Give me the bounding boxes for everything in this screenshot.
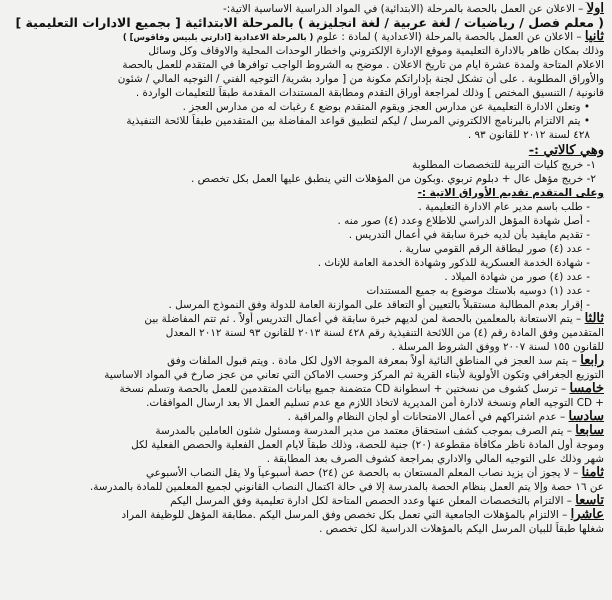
section-sixth	[8, 410, 604, 424]
section-seventh	[8, 424, 604, 438]
body-bullet: • وتعلن الادارة التعليمية عن مدارس العجز ويقوم المتقدم بوضع ٤ رغبات له من مدارس العجز .	[182, 101, 590, 113]
section-first	[8, 2, 604, 16]
doc-item: - عدد (٤) صور من شهادة الميلاد .	[444, 271, 590, 283]
body-line: الاعلام المتاحة ولمدة عشرة ايام من تاريخ الاعلان . موضح به الشروط الواجب توافرها في المتقدم للعمل بالحصة	[122, 59, 604, 71]
docs-heading: وعلى المتقدم تقديم الأوراق الاتية :-	[417, 187, 604, 199]
ordinal-ninth: تاسعاً	[575, 494, 604, 508]
doc-item: - أصل شهادة المؤهل الدراسي للاطلاع وعدد (٤) صور منه .	[337, 215, 590, 227]
section-tenth	[8, 508, 604, 522]
body-line: ٤٢٨ لسنة ٢٠١٢ للقانون ٩٣ .	[467, 129, 590, 141]
doc-item: - عدد (١) دوسيه بلاستك موضوع به جميع المستندات	[366, 285, 590, 297]
section-seventh-line: شهر وذلك على التوجيه المالي والاداري بمراجعة كشوف الصرف بعد المطابقة .	[266, 453, 604, 465]
section-second-note: ( بالمرحلة الاعدادية [ادارتي بلبيس وفاقوس] )	[122, 32, 314, 42]
section-fourth	[8, 354, 604, 368]
ordinal-first: أولاً	[586, 2, 604, 16]
doc-item: - شهادة الخدمة العسكرية للذكور وشهادة الخدمة العامة للإناث .	[317, 257, 590, 269]
section-eighth-line: – لا يجوز أن يزيد نصاب المعلم المستعان به بالحصة عن (٢٤) حصة أسبوعياً ولا يقل النصاب الأسبوعي	[145, 467, 579, 479]
ordinal-seventh: سابعاً	[575, 424, 604, 438]
body-line: والأوراق المطلوبة . على أن تشكل لجنة بإداراتكم مكونة من [ موارد بشرية/ التوجيه الفني / التوجيه المالي / شئون	[117, 73, 604, 85]
ordinal-third: ثالثاً	[584, 312, 604, 326]
ordinal-fifth: خامساً	[569, 382, 604, 396]
ordinal-fourth: رابعاً	[580, 354, 604, 368]
ordinal-eighth: ثامناً	[581, 466, 604, 480]
ordinal-second: ثانياً	[584, 30, 604, 44]
section-tenth-line: – الالتزام بالمؤهلات الجامعية التي تعمل بكل تخصص وفق المرسل اليكم .مطابقة المؤهل للوظيفة المراد	[121, 509, 568, 521]
section-eighth-line: عن ١٦ حصة وإلا يتم العمل بنظام الحصة بالمدرسة إلا في حالة اكتمال النصاب القانوني لجميع المعلمين للمادة بالمدرسة.	[89, 481, 604, 493]
subjects-line: ( معلم فصل / رياضيات / لغة عربية / لغة انجليزية ) بالمرحلة الابتدائية [ بجميع الادارات التعليمية ]	[15, 16, 604, 30]
section-third	[8, 312, 604, 326]
section-tenth-line: شغلها طبقاً للبيان المرسل اليكم بالمؤهلات الدراسية لكل تخصص .	[319, 523, 604, 535]
condition-item: ٢- خريج مؤهل عال + دبلوم تربوي .وبكون من المؤهلات التي ينطبق عليها العمل بكل تخصص .	[191, 173, 596, 185]
section-fourth-line: التوزيع الجغرافي وتكون الأولوية لأبناء القرية ثم المركز وحسب الاماكن التي تعاني من عجز صارخ في المواد الاساسية	[104, 369, 604, 381]
section-second-line1: – الاعلان عن العمل بالحصة بالمرحلة (الاعدادية ) لمادة : علوم	[316, 31, 582, 43]
doc-item: - عدد (٤) صور لبطاقة الرقم القومي سارية .	[398, 243, 590, 255]
doc-item: - إقرار بعدم المطالبة مستقبلاً بالتعيين أو التعاقد على الموازنة العامة للدولة وفق النموذج المرسل .	[168, 299, 590, 311]
section-fifth	[8, 382, 604, 396]
body-bullet: • يتم الالتزام بالبرنامج الالكتروني المرسل / ليكم لتطبيق قواعد المفاضلة بين المتقدمين طبقاً للائحة التنفيذية	[126, 115, 590, 127]
section-eighth	[8, 466, 604, 480]
doc-item: - تقديم مايفيد بأن لديه خبرة سابقة في أعمال التدريس .	[348, 229, 590, 241]
body-line: قانونية / التنسيق المختص ] وذلك لمراجعة أوراق التقدم ومطابقة المستندات المقدمة طبقاً للتعليمات الواردة .	[135, 87, 604, 99]
section-first-text: – الاعلان عن العمل بالحصة بالمرحلة (الابتدائية) في المواد الدراسية الاساسية الاتية:-	[223, 3, 584, 15]
section-sixth-line: – عدم اشتراكهم في أعمال الامتحانات أو لجان النظام والمراقبة .	[287, 411, 566, 423]
ordinal-sixth: سادساً	[568, 410, 604, 424]
body-line: وذلك بمكان ظاهر بالادارة التعليمية وموقع الإدارة الإلكتروني واخطار الوحدات المحلية والاوقاف وكل وسائل	[148, 45, 604, 57]
section-seventh-line: – يتم الصرف بموجب كشف استحقاق معتمد من مدير المدرسة ومسئول شئون العاملين بالمدرسة	[155, 425, 572, 437]
section-fifth-line: – ترسل كشوف من نسختين + اسطوانة CD متضمنة جميع بيانات المتقدمين للعمل بالحصة وتسلم نسخة	[119, 383, 567, 395]
section-conditions-heading: وهي كالاتي :-	[528, 144, 604, 158]
section-fifth-line: + CD التوجيه العام ونسخة لادارة أمن المديرية لاتخاذ اللازم مع عدم تسليم العمل الا بعد ارسال الموافقات.	[146, 397, 604, 409]
section-third-line: المتقدمين وفق المادة رقم (٤) من اللائحة التنفيذية رقم ٤٢٨ لسنة ٢٠١٣ للقانون ٩٣ لسنة ٢٠١٢ المعدل	[165, 327, 604, 339]
ordinal-tenth: عاشراً	[570, 508, 604, 522]
section-ninth	[8, 494, 604, 508]
doc-item: - طلب باسم مدير عام الادارة التعليمية .	[418, 201, 590, 213]
condition-item: ١- خريج كليات التربية للتخصصات المطلوبة	[412, 159, 596, 171]
section-seventh-line: وموجة أول المادة ناظر مكافأة مقطوعة (٢٠) جنية للحصة، وذلك طبقاً لايام العمل الفعلية والحصص الفعلية لكل	[131, 439, 604, 451]
section-ninth-line: – الالتزام بالتخصصات المعلن عنها وعدد الحصص المتاحة لكل ادارة تعليمية وفق المرسل اليكم	[170, 495, 572, 507]
section-third-line: للقانون ١٥٥ لسنة ٢٠٠٧ ووفق الشروط المرسلة .	[391, 341, 604, 353]
section-second	[8, 30, 604, 44]
section-third-line: – يتم الاستعانة بالمعلمين بالحصة لمن لديهم خبرة سابقة في أعمال التدريس أولاً . ثم تتم المفاضلة بين	[144, 313, 582, 325]
section-fourth-line: – يتم سد العجز في المناطق النائية أولاً بمعرفة الموجة الاول لكل مادة . ويتم قبول الملفات وفق	[167, 355, 577, 367]
